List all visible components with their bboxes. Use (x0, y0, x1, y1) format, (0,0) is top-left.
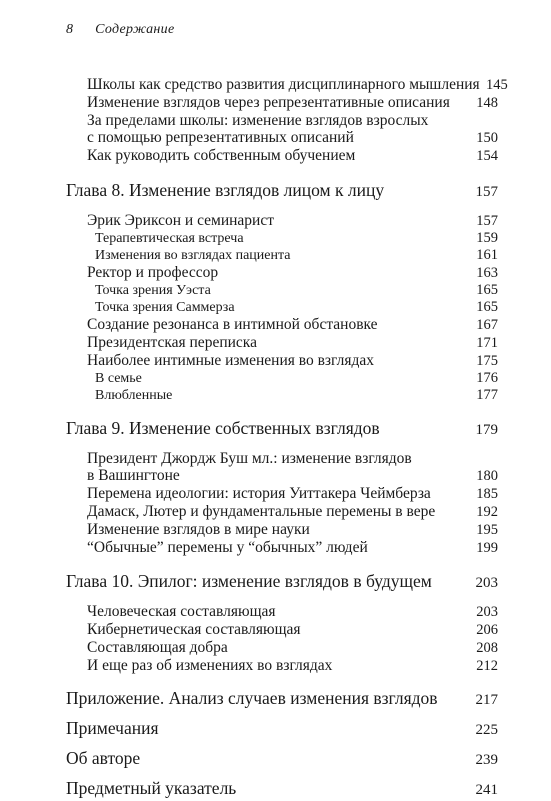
toc-subentry (66, 299, 498, 316)
toc-entry-page: 199 (476, 540, 498, 556)
toc-entry (66, 352, 498, 370)
back-matter-page: 241 (475, 782, 498, 798)
page-number: 8 (66, 22, 74, 37)
toc-entry-title: Перемена идеологии: история Уиттакера Чеймберза (87, 485, 431, 502)
toc-entry (66, 467, 498, 485)
toc-entry-title: Школы как средство развития дисциплинарного мышления (87, 76, 480, 93)
toc-entry-page: 154 (476, 148, 498, 164)
table-of-contents (66, 76, 508, 801)
toc-subentry (66, 230, 498, 247)
toc-entry (66, 621, 498, 639)
toc-entry-page: 157 (476, 213, 498, 229)
toc-entry (66, 485, 498, 503)
toc-entry-title: Дамаск, Лютер и фундаментальные перемены в вере (87, 503, 436, 520)
toc-entry-title: Как руководить собственным обучением (87, 147, 356, 164)
toc-entry-title: “Обычные” перемены у “обычных” людей (87, 539, 368, 556)
toc-entry-title: Терапевтическая встреча (95, 231, 244, 246)
toc-entry (66, 147, 498, 165)
back-matter-title: Об авторе (66, 748, 141, 768)
toc-entry-page: 159 (476, 230, 498, 246)
toc-entry (66, 639, 498, 657)
chapter-page: 203 (475, 575, 498, 591)
back-matter-title: Приложение. Анализ случаев изменения взглядов (66, 688, 438, 708)
toc-entry (66, 539, 498, 557)
back-matter-title: Примечания (66, 718, 159, 738)
toc-entry (66, 657, 498, 675)
toc-entry-page: 163 (476, 265, 498, 281)
toc-entry-page: 165 (476, 282, 498, 298)
toc-entry-page: 180 (476, 468, 498, 484)
toc-entry-title: Точка зрения Саммерза (95, 300, 235, 315)
toc-entry-title: Президентская переписка (87, 334, 257, 351)
chapter-title: Глава 9. Изменение собственных взглядов (66, 418, 380, 438)
toc-subentry (66, 370, 498, 387)
toc-entry-title: Кибернетическая составляющая (87, 621, 301, 638)
toc-entry (66, 603, 498, 621)
toc-entry-page: 161 (476, 247, 498, 263)
toc-chapter-8 (66, 179, 498, 203)
toc-entry (66, 129, 498, 147)
toc-chapter-9 (66, 417, 498, 441)
toc-entry-page: 195 (476, 522, 498, 538)
toc-entry-title: Человеческая составляющая (87, 603, 276, 620)
toc-subentry (66, 247, 498, 264)
chapter-page: 157 (475, 184, 498, 200)
toc-entry-title-line2: с помощью репрезентативных описаний (87, 129, 354, 146)
toc-entry (66, 521, 498, 539)
toc-appendix (66, 687, 498, 711)
toc-index (66, 777, 498, 801)
toc-about-author (66, 747, 498, 771)
toc-entry-title: В семье (95, 371, 142, 386)
toc-entry-page: 185 (476, 486, 498, 502)
toc-entry (66, 212, 498, 230)
toc-entry-page: 171 (476, 335, 498, 351)
toc-entry-title: И еще раз об изменениях во взглядах (87, 657, 333, 674)
toc-entry-page: 165 (476, 299, 498, 315)
toc-entry-page: 145 (485, 77, 508, 93)
toc-entry-title: Изменение взглядов в мире науки (87, 521, 310, 538)
toc-entry (66, 94, 498, 112)
toc-entry-page: 206 (476, 622, 498, 638)
chapter-title: Глава 8. Изменение взглядов лицом к лицу (66, 180, 385, 200)
toc-entry-page: 208 (476, 640, 498, 656)
toc-entry-title: Наиболее интимные изменения во взглядах (87, 352, 374, 369)
toc-entry-title: Изменения во взглядах пациента (95, 248, 291, 263)
chapter-page: 179 (475, 422, 498, 438)
toc-entry-page: 150 (476, 130, 498, 146)
toc-entry-title: Создание резонанса в интимной обстановке (87, 316, 378, 333)
back-matter-page: 217 (475, 692, 498, 708)
toc-subentry (66, 282, 498, 299)
toc-entry-title: Влюбленные (95, 388, 173, 403)
toc-entry-title: Точка зрения Уэста (95, 283, 211, 298)
toc-notes (66, 717, 498, 741)
toc-entry-title: Ректор и профессор (87, 264, 219, 281)
back-matter-page: 239 (475, 752, 498, 768)
toc-entry-title: Составляющая добра (87, 639, 228, 656)
toc-chapter-10 (66, 570, 498, 594)
toc-entry (66, 316, 498, 334)
toc-entry-page: 192 (476, 504, 498, 520)
toc-subentry (66, 387, 498, 404)
chapter-title: Глава 10. Эпилог: изменение взглядов в будущем (66, 571, 432, 591)
toc-entry-page: 167 (476, 317, 498, 333)
page-title: Содержание (95, 22, 175, 37)
toc-entry-page: 212 (476, 658, 498, 674)
toc-entry-title: Эрик Эриксон и семинарист (87, 212, 274, 229)
toc-entry-title: Изменение взглядов через репрезентативные описания (87, 94, 450, 111)
toc-entry-page: 177 (476, 387, 498, 403)
toc-entry (66, 503, 498, 521)
toc-entry-title-line1: Президент Джордж Буш мл.: изменение взглядов (87, 450, 412, 467)
toc-entry-page: 175 (476, 353, 498, 369)
toc-entry-page: 203 (476, 604, 498, 620)
back-matter-title: Предметный указатель (66, 778, 237, 798)
toc-entry-page: 148 (476, 95, 498, 111)
toc-entry (66, 76, 508, 94)
toc-entry-page: 176 (476, 370, 498, 386)
running-head (66, 22, 175, 38)
toc-entry (66, 264, 498, 282)
back-matter-page: 225 (475, 722, 498, 738)
toc-entry-title-line2: в Вашингтоне (87, 467, 180, 484)
toc-entry-title-line1: За пределами школы: изменение взглядов взрослых (87, 112, 429, 129)
toc-entry (66, 334, 498, 352)
